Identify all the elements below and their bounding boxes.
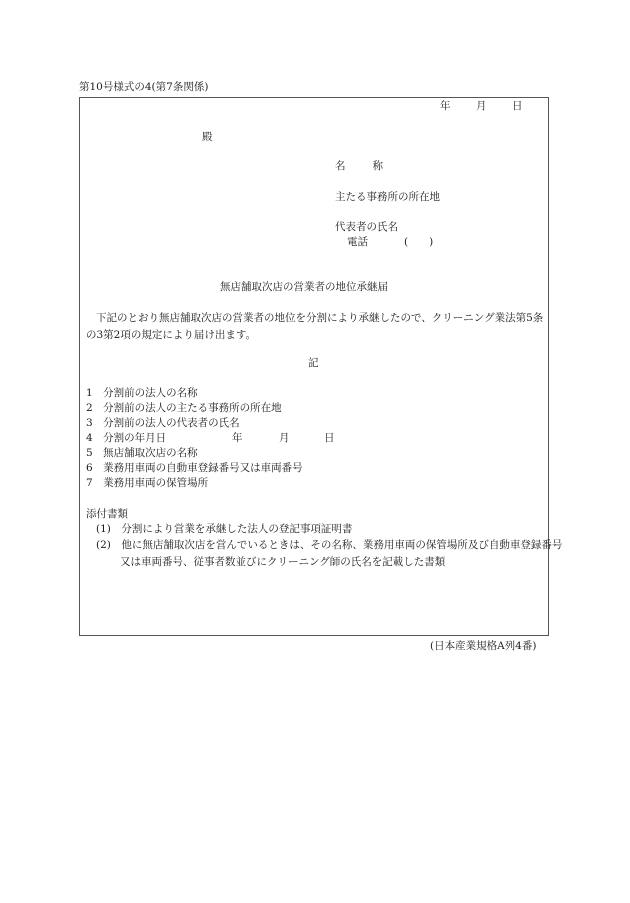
applicant-rep-label: 代表者の氏名 xyxy=(335,221,398,233)
list-item: 3 分割前の法人の代表者の氏名 xyxy=(86,417,240,429)
list-item: 4 分割の年月日 xyxy=(86,432,167,444)
list-item: 1 分割前の法人の名称 xyxy=(86,387,198,399)
body-paragraph: 下記のとおり無店舗取次店の営業者の地位を分割により承継したので、クリーニング業法第5条の3第2項の規定により届け出ます。 xyxy=(86,312,544,341)
list-item: 5 無店舗取次店の名称 xyxy=(86,447,198,459)
footer-standard-note: (日本産業規格A列4番) xyxy=(430,640,537,652)
item4-year: 年 xyxy=(232,432,243,444)
list-item: 7 業務用車両の保管場所 xyxy=(86,477,209,489)
date-day: 日 xyxy=(512,100,523,112)
applicant-phone-label: 電話 xyxy=(347,236,368,248)
document-title: 無店舗取次店の営業者の地位承継届 xyxy=(220,281,388,293)
attachment-item: (1) 分割により営業を承継した法人の登記事項証明書 xyxy=(96,523,353,535)
attachments-heading: 添付書類 xyxy=(86,508,128,520)
form-number: 第10号様式の4(第7条関係) xyxy=(79,81,209,93)
applicant-office-label: 主たる事務所の所在地 xyxy=(335,191,440,203)
ki-heading: 記 xyxy=(308,357,319,369)
attachment-item: (2) 他に無店舗取次店を営んでいるときは、その名称、業務用車両の保管場所及び自動車登録番号又は車両番号、従事者数並びにクリーニング師の氏名を記載した書類 xyxy=(96,539,563,568)
applicant-phone-parens: ( ) xyxy=(404,236,434,248)
date-month: 月 xyxy=(476,100,487,112)
list-item: 2 分割前の法人の主たる事務所の所在地 xyxy=(86,402,282,414)
list-item: 6 業務用車両の自動車登録番号又は車両番号 xyxy=(86,462,303,474)
applicant-name-label: 名 称 xyxy=(335,160,385,172)
addressee-honorific: 殿 xyxy=(202,131,213,143)
item4-month: 月 xyxy=(279,432,290,444)
item4-day: 日 xyxy=(324,432,335,444)
date-year: 年 xyxy=(440,100,451,112)
